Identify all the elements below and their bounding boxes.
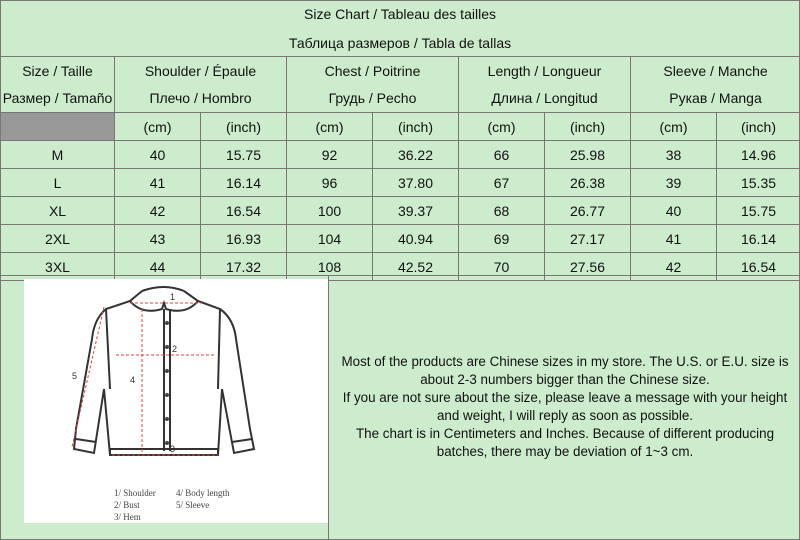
table-cell: 39.37 <box>373 197 459 225</box>
unit-cell: (cm) <box>631 113 717 141</box>
size-label-cell: 2XL <box>1 225 115 253</box>
table-cell: 27.17 <box>545 225 631 253</box>
table-cell: 37.80 <box>373 169 459 197</box>
size-label-cell: L <box>1 169 115 197</box>
table-row <box>1 141 800 169</box>
unit-cell: (inch) <box>373 113 459 141</box>
column-divider <box>328 275 329 540</box>
unit-cell: (cm) <box>115 113 201 141</box>
note-line: batches, there may be deviation of 1~3 cm. <box>436 444 694 459</box>
header-chest: Chest / Poitrine Грудь / Pecho <box>287 57 459 113</box>
table-row <box>1 197 800 225</box>
table-cell: 38 <box>631 141 717 169</box>
table-cell: 42 <box>115 197 201 225</box>
title-line-2: Таблица размеров / Tabla de tallas <box>288 35 512 51</box>
table-cell: 25.98 <box>545 141 631 169</box>
header-length: Length / Longueur Длина / Longitud <box>459 57 631 113</box>
table-cell: 42 <box>631 253 717 281</box>
table-cell: 44 <box>115 253 201 281</box>
table-cell: 39 <box>631 169 717 197</box>
table-cell: 96 <box>287 169 373 197</box>
table-row <box>1 225 800 253</box>
table-cell: 66 <box>459 141 545 169</box>
table-cell: 36.22 <box>373 141 459 169</box>
unit-cell: (cm) <box>287 113 373 141</box>
shirt-outline-icon <box>24 279 329 523</box>
note-line: Most of the products are Chinese sizes in my store. The U.S. or E.U. size is <box>341 354 789 369</box>
units-blank-cell <box>1 113 115 141</box>
table-cell: 15.75 <box>201 141 287 169</box>
legend-sleeve: 5/ Sleeve <box>176 500 210 510</box>
title-line-1: Size Chart / Tableau des tailles <box>304 6 496 22</box>
units-row <box>1 113 800 141</box>
table-row <box>1 169 800 197</box>
measure-label-3: 3 <box>170 444 176 454</box>
legend-shoulder: 1/ Shoulder <box>114 488 156 498</box>
bottom-section <box>0 275 800 540</box>
header-size: Size / Taille Размер / Tamaño <box>1 57 115 113</box>
table-cell: 67 <box>459 169 545 197</box>
table-cell: 108 <box>287 253 373 281</box>
table-cell: 70 <box>459 253 545 281</box>
table-cell: 42.52 <box>373 253 459 281</box>
table-cell: 100 <box>287 197 373 225</box>
table-cell: 16.14 <box>717 225 800 253</box>
size-label-cell: XL <box>1 197 115 225</box>
unit-cell: (inch) <box>545 113 631 141</box>
shirt-diagram <box>24 279 329 523</box>
note-line: The chart is in Centimeters and Inches. Because of different producing <box>355 426 775 441</box>
table-cell: 17.32 <box>201 253 287 281</box>
size-label-cell: M <box>1 141 115 169</box>
size-table <box>0 56 800 281</box>
unit-cell: (inch) <box>201 113 287 141</box>
measure-label-5: 5 <box>72 371 78 381</box>
size-label-cell: 3XL <box>1 253 115 281</box>
table-cell: 16.93 <box>201 225 287 253</box>
table-cell: 41 <box>631 225 717 253</box>
table-cell: 40 <box>631 197 717 225</box>
table-cell: 69 <box>459 225 545 253</box>
legend-bust: 2/ Bust <box>114 500 140 510</box>
unit-cell: (inch) <box>717 113 800 141</box>
table-cell: 14.96 <box>717 141 800 169</box>
legend-body-length: 4/ Body length <box>176 488 230 498</box>
measure-label-4: 4 <box>130 375 136 385</box>
header-shoulder: Shoulder / Épaule Плечо / Hombro <box>115 57 287 113</box>
header-row <box>1 57 800 113</box>
header-sleeve: Sleeve / Manche Рукав / Manga <box>631 57 800 113</box>
section-divider-line <box>0 275 800 276</box>
note-line: and weight, I will reply as soon as possible. <box>436 408 694 423</box>
table-cell: 15.35 <box>717 169 800 197</box>
table-cell: 68 <box>459 197 545 225</box>
table-cell: 43 <box>115 225 201 253</box>
table-cell: 26.77 <box>545 197 631 225</box>
size-rows <box>1 141 800 281</box>
note-line: about 2-3 numbers bigger than the Chinese size. <box>420 372 710 387</box>
table-cell: 26.38 <box>545 169 631 197</box>
table-cell: 104 <box>287 225 373 253</box>
table-cell: 16.14 <box>201 169 287 197</box>
table-cell: 92 <box>287 141 373 169</box>
unit-cell: (cm) <box>459 113 545 141</box>
table-cell: 27.56 <box>545 253 631 281</box>
table-cell: 40.94 <box>373 225 459 253</box>
size-notes <box>330 353 800 461</box>
table-cell: 16.54 <box>201 197 287 225</box>
table-cell: 16.54 <box>717 253 800 281</box>
table-cell: 41 <box>115 169 201 197</box>
measure-label-1: 1 <box>170 292 176 302</box>
note-line: If you are not sure about the size, please leave a message with your height <box>342 390 788 405</box>
table-cell: 40 <box>115 141 201 169</box>
table-cell: 15.75 <box>717 197 800 225</box>
measure-label-2: 2 <box>172 344 178 354</box>
legend-hem: 3/ Hem <box>114 512 141 522</box>
